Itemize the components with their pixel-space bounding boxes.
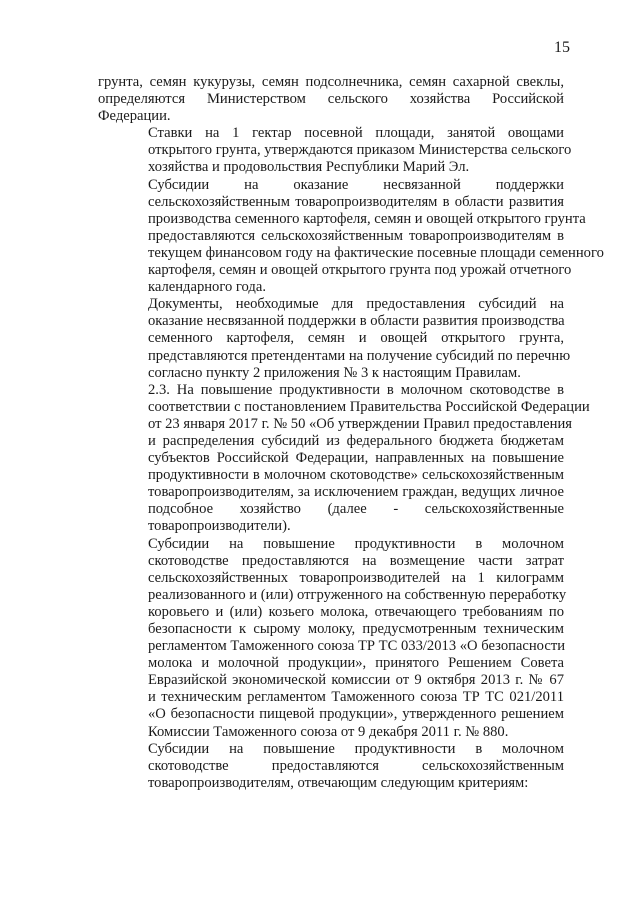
text-line: и техническим регламентом Таможенного союза ТР ТС 021/2011: [148, 689, 564, 706]
page-number: 15: [554, 39, 570, 56]
paragraph: [98, 535, 567, 741]
paragraph: [98, 741, 564, 792]
text-line: картофеля, семян и овощей открытого грунта под урожай отчетного: [148, 262, 572, 279]
text-line: Субсидии на оказание несвязанной поддержки: [148, 176, 564, 193]
text-line: скотоводстве предоставляются сельскохозяйственным: [148, 757, 564, 774]
text-line: Федерации.: [98, 108, 171, 125]
text-line: предоставляются сельскохозяйственным товаропроизводителям в: [148, 227, 564, 244]
text-line: хозяйства и продовольствия Республики Марий Эл.: [148, 159, 470, 176]
text-line: товаропроизводители).: [148, 518, 291, 535]
text-line: Комиссии Таможенного союза от 9 декабря 2011 г. № 880.: [148, 723, 509, 740]
text-line: соответствии с постановлением Правительства Российской Федерации: [148, 398, 590, 415]
text-line: реализованного и (или) отгруженного на собственную переработку: [148, 586, 567, 603]
text-line: сельскохозяйственных товаропроизводителей на 1 килограмм: [148, 569, 564, 586]
text-line: Ставки на 1 гектар посевной площади, занятой овощами: [148, 125, 564, 142]
text-line: семенного картофеля, семян и овощей открытого грунта,: [148, 330, 564, 347]
text-line: Евразийской экономической комиссии от 9 октября 2013 г. № 67: [148, 672, 564, 689]
paragraph: [98, 74, 564, 125]
text-line: безопасности к сырому молоку, предусмотренным техническим: [148, 621, 564, 637]
text-line: подсобное хозяйство (далее - сельскохозяйственные: [148, 501, 564, 518]
text-line: коровьего и (или) козьего молока, отвечающего требованиям по: [148, 603, 564, 620]
text-line: молока и молочной продукции», принятого Решением Совета: [148, 655, 564, 672]
text-line: грунта, семян кукурузы, семян подсолнечника, семян сахарной свеклы,: [98, 74, 564, 90]
text-line: Документы, необходимые для предоставления субсидий на: [148, 296, 564, 313]
paragraph: [98, 296, 571, 381]
text-line: Субсидии на повышение продуктивности в молочном: [148, 740, 564, 757]
text-line: скотоводстве предоставляются на возмещение части затрат: [148, 552, 564, 569]
text-line: текущем финансовом году на фактические посевные площади семенного: [148, 244, 604, 261]
text-line: календарного года.: [148, 279, 266, 296]
text-line: субъектов Российской Федерации, направленных на повышение: [148, 450, 564, 467]
text-line: сельскохозяйственным товаропроизводителям в области развития: [148, 193, 564, 210]
text-line: производства семенного картофеля, семян и овощей открытого грунта: [148, 210, 586, 227]
text-line: определяются Министерством сельского хозяйства Российской: [98, 91, 564, 108]
text-line: и распределения субсидий из федерального бюджета бюджетам: [148, 432, 564, 449]
text-line: Субсидии на повышение продуктивности в молочном: [148, 535, 564, 552]
paragraph: [98, 176, 604, 297]
text-line: регламентом Таможенного союза ТР ТС 033/2013 «О безопасности: [148, 638, 566, 655]
text-line: «О безопасности пищевой продукции», утвержденного решением: [148, 706, 564, 723]
paragraph: [98, 381, 590, 536]
document-body: [98, 74, 604, 792]
text-line: товаропроизводителям, отвечающим следующим критериям:: [148, 774, 529, 791]
text-line: 2.3. На повышение продуктивности в молочном скотоводстве в: [148, 381, 564, 398]
text-line: представляются претендентами на получение субсидий по перечню: [148, 347, 571, 364]
text-line: открытого грунта, утверждаются приказом Министерства сельского: [148, 142, 572, 159]
text-line: оказание несвязанной поддержки в области развития производства: [148, 313, 565, 330]
paragraph: [98, 125, 572, 176]
text-line: продуктивности в молочном скотоводстве» сельскохозяйственным: [148, 467, 564, 484]
text-line: согласно пункту 2 приложения № 3 к настоящим Правилам.: [148, 364, 521, 381]
text-line: от 23 января 2017 г. № 50 «Об утверждении Правил предоставления: [148, 415, 572, 432]
text-line: товаропроизводителям, за исключением граждан, ведущих личное: [148, 484, 564, 501]
